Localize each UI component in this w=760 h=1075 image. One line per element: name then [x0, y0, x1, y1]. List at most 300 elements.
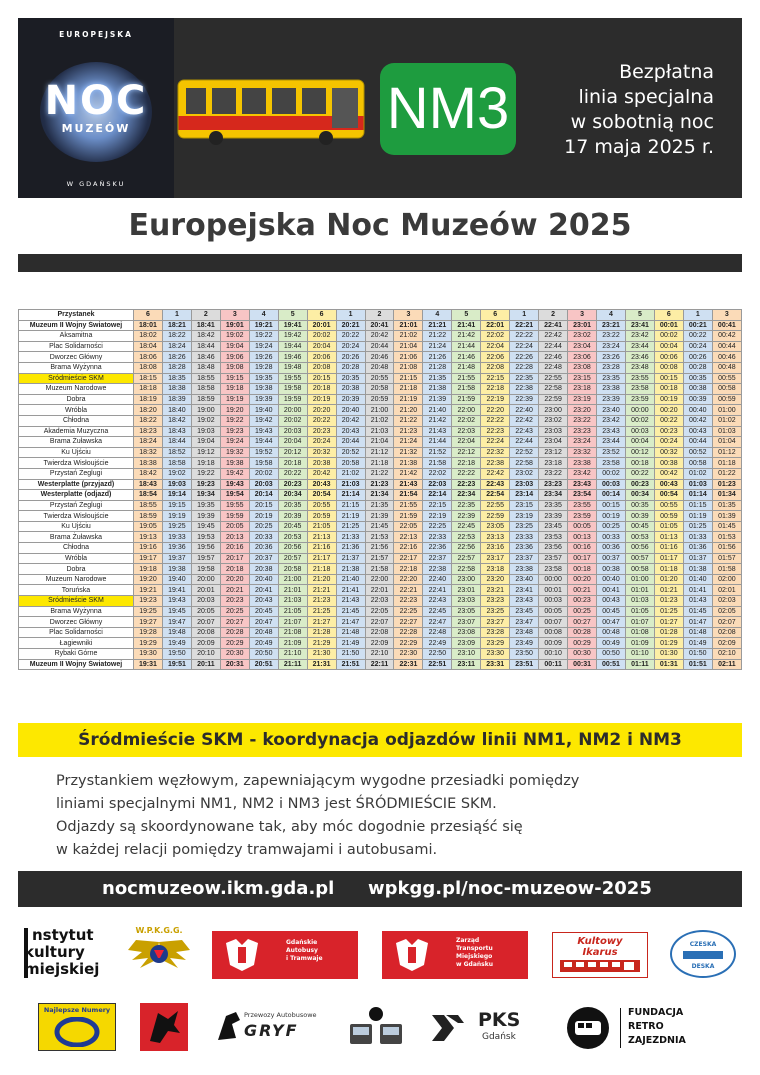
- stop-name: Dobra: [19, 564, 134, 575]
- departure-time: 18:22: [162, 331, 191, 342]
- departure-time: 23:53: [539, 532, 568, 543]
- departure-time: 23:33: [510, 532, 539, 543]
- stop-name: Westerplatte (przyjazd): [19, 479, 134, 490]
- departure-time: 00:48: [712, 362, 741, 373]
- logo-divider: [620, 1008, 621, 1048]
- departure-time: 19:14: [162, 490, 191, 501]
- departure-time: 19:13: [134, 532, 163, 543]
- departure-time: 01:18: [712, 458, 741, 469]
- departure-time: 01:02: [683, 468, 712, 479]
- departure-time: 21:19: [336, 511, 365, 522]
- departure-time: 20:02: [307, 331, 336, 342]
- stop-name: Dworzec Główny: [19, 352, 134, 363]
- departure-time: 00:03: [597, 479, 626, 490]
- departure-time: 00:23: [625, 479, 654, 490]
- departure-time: 19:20: [134, 574, 163, 585]
- departure-time: 23:38: [597, 384, 626, 395]
- departure-time: 21:58: [365, 564, 394, 575]
- pks-logo-subtitle: Gdańsk: [482, 1032, 516, 1042]
- table-row: [19, 468, 742, 479]
- departure-time: 22:29: [394, 638, 423, 649]
- departure-time: 22:20: [481, 405, 510, 416]
- departure-time: 01:45: [683, 606, 712, 617]
- departure-time: 19:30: [134, 649, 163, 660]
- departure-time: 01:18: [654, 564, 683, 575]
- stop-name: Aksamitna: [19, 331, 134, 342]
- departure-time: 21:55: [394, 500, 423, 511]
- departure-time: 01:25: [654, 606, 683, 617]
- departure-time: 20:49: [249, 638, 278, 649]
- title-divider: [18, 254, 742, 272]
- departure-time: 20:47: [249, 617, 278, 628]
- departure-time: 00:09: [539, 638, 568, 649]
- departure-time: 22:21: [510, 320, 539, 331]
- departure-time: 23:27: [481, 617, 510, 628]
- departure-time: 18:39: [162, 394, 191, 405]
- departure-time: 21:37: [336, 553, 365, 564]
- departure-time: 19:38: [249, 384, 278, 395]
- departure-time: 02:00: [712, 574, 741, 585]
- column-header-line: 1: [683, 310, 712, 321]
- poster-big-text: NOC: [44, 78, 148, 124]
- page-title: Europejska Noc Muzeów 2025: [128, 208, 632, 243]
- departure-time: 23:22: [597, 331, 626, 342]
- wpkgg-wings-icon: [126, 936, 192, 980]
- departure-time: 22:23: [394, 596, 423, 607]
- departure-time: 23:01: [452, 585, 481, 596]
- ztm-logo-text: [456, 937, 493, 969]
- departure-time: 20:46: [365, 352, 394, 363]
- departure-time: 23:06: [568, 352, 597, 363]
- column-header-line: 2: [539, 310, 568, 321]
- departure-time: 00:24: [683, 341, 712, 352]
- departure-time: 20:13: [220, 532, 249, 543]
- departure-time: 20:02: [278, 415, 307, 426]
- departure-time: 21:10: [278, 649, 307, 660]
- departure-time: 00:20: [654, 405, 683, 416]
- departure-time: 19:00: [191, 405, 220, 416]
- departure-time: 00:05: [539, 606, 568, 617]
- najlepsze-numery-logo: [38, 1003, 116, 1051]
- departure-time: 21:49: [336, 638, 365, 649]
- departure-time: 19:36: [162, 543, 191, 554]
- departure-time: 21:06: [394, 352, 423, 363]
- departure-time: 19:04: [191, 437, 220, 448]
- departure-time: 21:25: [336, 521, 365, 532]
- column-header-stop: Przystanek: [19, 310, 134, 321]
- column-header-line: 3: [394, 310, 423, 321]
- ztm-line: Miejskiego: [456, 953, 493, 960]
- departure-time: 23:20: [481, 574, 510, 585]
- departure-time: 00:10: [539, 649, 568, 660]
- departure-time: 19:01: [220, 320, 249, 331]
- departure-time: 00:22: [683, 331, 712, 342]
- departure-time: 19:16: [134, 543, 163, 554]
- ztm-line: Zarząd: [456, 937, 480, 944]
- departure-time: 22:08: [365, 627, 394, 638]
- departure-time: 20:41: [365, 320, 394, 331]
- departure-time: 19:18: [220, 384, 249, 395]
- departure-time: 23:00: [452, 574, 481, 585]
- departure-time: 21:32: [394, 447, 423, 458]
- departure-time: 21:13: [307, 532, 336, 543]
- departure-time: 21:45: [336, 606, 365, 617]
- departure-time: 00:40: [597, 574, 626, 585]
- departure-time: 21:41: [452, 320, 481, 331]
- departure-time: 01:38: [683, 564, 712, 575]
- departure-time: 20:45: [249, 606, 278, 617]
- departure-time: 02:01: [712, 585, 741, 596]
- departure-time: 23:23: [539, 479, 568, 490]
- departure-time: 19:58: [249, 458, 278, 469]
- departure-time: 23:44: [597, 437, 626, 448]
- stop-name: Dobra: [19, 394, 134, 405]
- departure-time: 19:18: [134, 564, 163, 575]
- departure-time: 20:11: [191, 659, 220, 670]
- departure-time: 20:30: [220, 649, 249, 660]
- departure-time: 22:40: [510, 405, 539, 416]
- departure-time: 01:31: [654, 659, 683, 670]
- departure-time: 23:02: [568, 331, 597, 342]
- departure-time: 18:04: [134, 341, 163, 352]
- departure-time: 22:43: [510, 426, 539, 437]
- departure-time: 21:41: [336, 585, 365, 596]
- departure-time: 22:58: [510, 458, 539, 469]
- departure-time: 00:55: [654, 500, 683, 511]
- departure-time: 00:11: [539, 659, 568, 670]
- departure-time: 21:18: [307, 564, 336, 575]
- departure-time: 23:23: [481, 596, 510, 607]
- departure-time: 21:04: [365, 437, 394, 448]
- departure-time: 00:41: [597, 585, 626, 596]
- departure-time: 20:03: [249, 479, 278, 490]
- departure-time: 22:10: [365, 649, 394, 660]
- departure-time: 23:13: [481, 532, 510, 543]
- departure-time: 20:40: [249, 574, 278, 585]
- departure-time: 19:37: [162, 553, 191, 564]
- departure-time: 21:46: [452, 352, 481, 363]
- departure-time: 00:18: [654, 384, 683, 395]
- departure-time: 00:08: [654, 362, 683, 373]
- departure-time: 02:07: [712, 617, 741, 628]
- departure-time: 20:00: [278, 405, 307, 416]
- departure-time: 19:51: [162, 659, 191, 670]
- departure-time: 21:54: [394, 490, 423, 501]
- departure-time: 20:22: [307, 415, 336, 426]
- departure-time: 01:29: [654, 638, 683, 649]
- departure-time: 23:59: [625, 394, 654, 405]
- departure-time: 22:05: [394, 521, 423, 532]
- departure-time: 21:48: [452, 362, 481, 373]
- departure-time: 19:55: [220, 500, 249, 511]
- line-number-badge: NM3: [380, 63, 516, 155]
- departure-time: 20:02: [249, 468, 278, 479]
- departure-time: 22:25: [394, 606, 423, 617]
- departure-time: 00:04: [654, 341, 683, 352]
- departure-time: 00:58: [625, 564, 654, 575]
- departure-time: 21:16: [307, 543, 336, 554]
- departure-time: 00:42: [654, 468, 683, 479]
- departure-time: 22:49: [423, 638, 452, 649]
- departure-time: 21:27: [307, 617, 336, 628]
- ikm-logo-text: kultury: [24, 943, 85, 961]
- man-buses-icon: [346, 1006, 406, 1052]
- stop-name: Ku Ujściu: [19, 521, 134, 532]
- departure-time: 20:27: [220, 617, 249, 628]
- departure-time: 21:25: [307, 606, 336, 617]
- departure-time: 21:28: [307, 627, 336, 638]
- stop-name: Twierdza Wisłoujście: [19, 458, 134, 469]
- table-row: [19, 638, 742, 649]
- czeska-line: DESKA: [691, 963, 715, 970]
- departure-time: 20:58: [278, 564, 307, 575]
- departure-time: 20:23: [278, 479, 307, 490]
- departure-time: 18:01: [134, 320, 163, 331]
- departure-time: 23:21: [481, 585, 510, 596]
- coordination-title: Śródmieście SKM - koordynacja odjazdów linii NM1, NM2 i NM3: [18, 723, 742, 757]
- departure-time: 00:19: [654, 394, 683, 405]
- departure-time: 20:59: [365, 394, 394, 405]
- departure-time: 22:56: [452, 543, 481, 554]
- departure-time: 20:42: [336, 415, 365, 426]
- departure-time: 19:45: [191, 521, 220, 532]
- departure-time: 18:02: [134, 331, 163, 342]
- departure-time: 23:42: [597, 415, 626, 426]
- departure-time: 22:58: [539, 384, 568, 395]
- departure-time: 21:15: [394, 373, 423, 384]
- departure-time: 20:20: [220, 574, 249, 585]
- departure-time: 21:55: [452, 373, 481, 384]
- departure-time: 01:01: [625, 585, 654, 596]
- departure-time: 00:27: [568, 617, 597, 628]
- link-ikm[interactable]: nocmuzeow.ikm.gda.pl: [102, 878, 335, 899]
- departure-time: 18:18: [134, 384, 163, 395]
- departure-time: 00:59: [654, 511, 683, 522]
- departure-time: 00:28: [683, 362, 712, 373]
- departure-time: 22:03: [365, 596, 394, 607]
- departure-time: 20:29: [220, 638, 249, 649]
- departure-time: 19:15: [220, 373, 249, 384]
- table-row: [19, 352, 742, 363]
- stop-name: Przystań Żeglugi: [19, 500, 134, 511]
- departure-time: 19:46: [278, 352, 307, 363]
- departure-time: 23:43: [597, 426, 626, 437]
- departure-time: 00:23: [654, 426, 683, 437]
- departure-time: 22:01: [365, 585, 394, 596]
- departure-time: 19:25: [162, 521, 191, 532]
- ikm-logo-text: nstytut: [32, 926, 94, 944]
- departure-time: 21:33: [336, 532, 365, 543]
- departure-time: 01:51: [683, 659, 712, 670]
- departure-time: 21:03: [278, 596, 307, 607]
- departure-time: 18:38: [162, 384, 191, 395]
- link-wpkgg[interactable]: wpkgg.pl/noc-muzeow-2025: [368, 878, 652, 899]
- departure-time: 23:18: [481, 564, 510, 575]
- fundacja-line: ZAJEZDNIA: [628, 1035, 686, 1046]
- departure-time: 18:15: [134, 373, 163, 384]
- departure-time: 22:11: [365, 659, 394, 670]
- departure-time: 21:05: [307, 521, 336, 532]
- departure-time: 20:06: [307, 352, 336, 363]
- table-row: [19, 320, 742, 331]
- departure-time: 01:56: [712, 543, 741, 554]
- departure-time: 22:27: [394, 617, 423, 628]
- departure-time: 19:04: [220, 341, 249, 352]
- departure-time: 20:05: [220, 521, 249, 532]
- departure-time: 20:16: [220, 543, 249, 554]
- departure-time: 21:42: [394, 468, 423, 479]
- table-row: [19, 532, 742, 543]
- departure-time: 18:20: [134, 405, 163, 416]
- departure-time: 19:40: [249, 405, 278, 416]
- departure-time: 21:50: [336, 649, 365, 660]
- departure-time: 21:03: [365, 426, 394, 437]
- departure-time: 23:07: [452, 617, 481, 628]
- coordination-line: Odjazdy są skoordynowane tak, aby móc dogodnie przesiąść się: [56, 819, 523, 835]
- departure-time: 20:55: [365, 373, 394, 384]
- departure-time: 00:38: [683, 384, 712, 395]
- table-row: [19, 331, 742, 342]
- departure-time: 01:17: [654, 553, 683, 564]
- departure-time: 19:31: [134, 659, 163, 670]
- departure-time: 23:36: [510, 543, 539, 554]
- departure-time: 00:00: [539, 574, 568, 585]
- departure-time: 22:40: [423, 574, 452, 585]
- departure-time: 19:26: [249, 352, 278, 363]
- departure-time: 00:23: [568, 596, 597, 607]
- stop-name: Muzeum Narodowe: [19, 574, 134, 585]
- departure-time: 18:59: [191, 394, 220, 405]
- departure-time: 23:03: [539, 426, 568, 437]
- departure-time: 22:04: [452, 437, 481, 448]
- departure-time: 18:58: [191, 384, 220, 395]
- departure-time: 00:00: [625, 405, 654, 416]
- stop-name: Brama Żuławska: [19, 532, 134, 543]
- departure-time: 21:18: [394, 384, 423, 395]
- column-header-line: 1: [510, 310, 539, 321]
- departure-time: 19:20: [220, 405, 249, 416]
- departure-time: 18:24: [134, 437, 163, 448]
- bus-icon: [683, 951, 723, 961]
- column-header-line: 4: [597, 310, 626, 321]
- departure-time: 23:43: [568, 479, 597, 490]
- retro-bus-icon: [566, 1006, 610, 1050]
- departure-time: 22:24: [481, 437, 510, 448]
- departure-time: 21:01: [278, 585, 307, 596]
- departure-time: 23:22: [568, 415, 597, 426]
- departure-time: 19:22: [249, 331, 278, 342]
- departure-time: 01:37: [683, 553, 712, 564]
- departure-time: 00:43: [597, 596, 626, 607]
- departure-time: 22:08: [481, 362, 510, 373]
- departure-time: 22:34: [452, 490, 481, 501]
- stop-name: Brama Wyżynna: [19, 362, 134, 373]
- table-row: [19, 500, 742, 511]
- departure-time: 21:58: [423, 458, 452, 469]
- links-bar: [18, 871, 742, 907]
- departure-time: 19:52: [249, 447, 278, 458]
- departure-time: 19:38: [220, 458, 249, 469]
- gait-line: Gdańskie: [286, 939, 318, 946]
- departure-time: 23:22: [539, 468, 568, 479]
- departure-time: 19:29: [134, 638, 163, 649]
- departure-time: 18:40: [162, 405, 191, 416]
- departure-time: 02:03: [712, 596, 741, 607]
- departure-time: 20:03: [191, 596, 220, 607]
- departure-time: 01:34: [712, 490, 741, 501]
- departure-time: 23:05: [481, 521, 510, 532]
- departure-time: 22:23: [481, 426, 510, 437]
- departure-time: 00:14: [597, 490, 626, 501]
- departure-time: 19:55: [278, 373, 307, 384]
- departure-time: 21:24: [394, 437, 423, 448]
- departure-time: 01:28: [654, 627, 683, 638]
- departure-time: 01:02: [712, 415, 741, 426]
- departure-time: 18:55: [191, 373, 220, 384]
- departure-time: 23:40: [510, 574, 539, 585]
- departure-time: 21:42: [423, 415, 452, 426]
- departure-time: 21:59: [452, 394, 481, 405]
- departure-time: 22:53: [452, 532, 481, 543]
- departure-time: 21:52: [423, 447, 452, 458]
- fundacja-line: FUNDACJA: [628, 1007, 684, 1018]
- departure-time: 23:08: [568, 362, 597, 373]
- departure-time: 21:40: [336, 574, 365, 585]
- ikm-logo-text: miejskiej: [24, 960, 100, 978]
- departure-time: 01:03: [683, 479, 712, 490]
- departure-time: 00:19: [597, 511, 626, 522]
- departure-time: 19:56: [191, 543, 220, 554]
- departure-time: 19:35: [249, 373, 278, 384]
- pks-gdansk-logo: [430, 1008, 536, 1048]
- departure-time: 23:05: [452, 606, 481, 617]
- departure-time: 00:44: [683, 437, 712, 448]
- departure-time: 18:54: [134, 490, 163, 501]
- departure-time: 20:15: [307, 373, 336, 384]
- departure-time: 20:07: [191, 617, 220, 628]
- departure-time: 23:58: [597, 458, 626, 469]
- departure-time: 21:29: [307, 638, 336, 649]
- departure-time: 18:52: [162, 447, 191, 458]
- departure-time: 01:21: [654, 585, 683, 596]
- departure-time: 23:57: [539, 553, 568, 564]
- wpkgg-logo: [126, 926, 192, 980]
- departure-time: 23:39: [597, 394, 626, 405]
- departure-time: 23:45: [539, 521, 568, 532]
- departure-time: 01:53: [712, 532, 741, 543]
- departure-time: 23:00: [539, 405, 568, 416]
- fundacja-line: RETRO: [628, 1021, 664, 1032]
- table-row: [19, 649, 742, 660]
- departure-time: 22:48: [539, 362, 568, 373]
- departure-time: 00:39: [625, 511, 654, 522]
- departure-time: 20:28: [220, 627, 249, 638]
- departure-time: 23:12: [539, 447, 568, 458]
- departure-time: 20:38: [307, 458, 336, 469]
- departure-time: 00:45: [597, 606, 626, 617]
- departure-time: 21:01: [394, 320, 423, 331]
- departure-time: 20:20: [307, 405, 336, 416]
- departure-time: 00:28: [568, 627, 597, 638]
- departure-time: 00:04: [625, 437, 654, 448]
- departure-time: 22:39: [510, 394, 539, 405]
- departure-time: 00:49: [597, 638, 626, 649]
- departure-time: 20:56: [278, 543, 307, 554]
- departure-time: 01:39: [712, 511, 741, 522]
- departure-time: 21:39: [423, 394, 452, 405]
- departure-time: 19:08: [220, 362, 249, 373]
- departure-time: 20:39: [278, 511, 307, 522]
